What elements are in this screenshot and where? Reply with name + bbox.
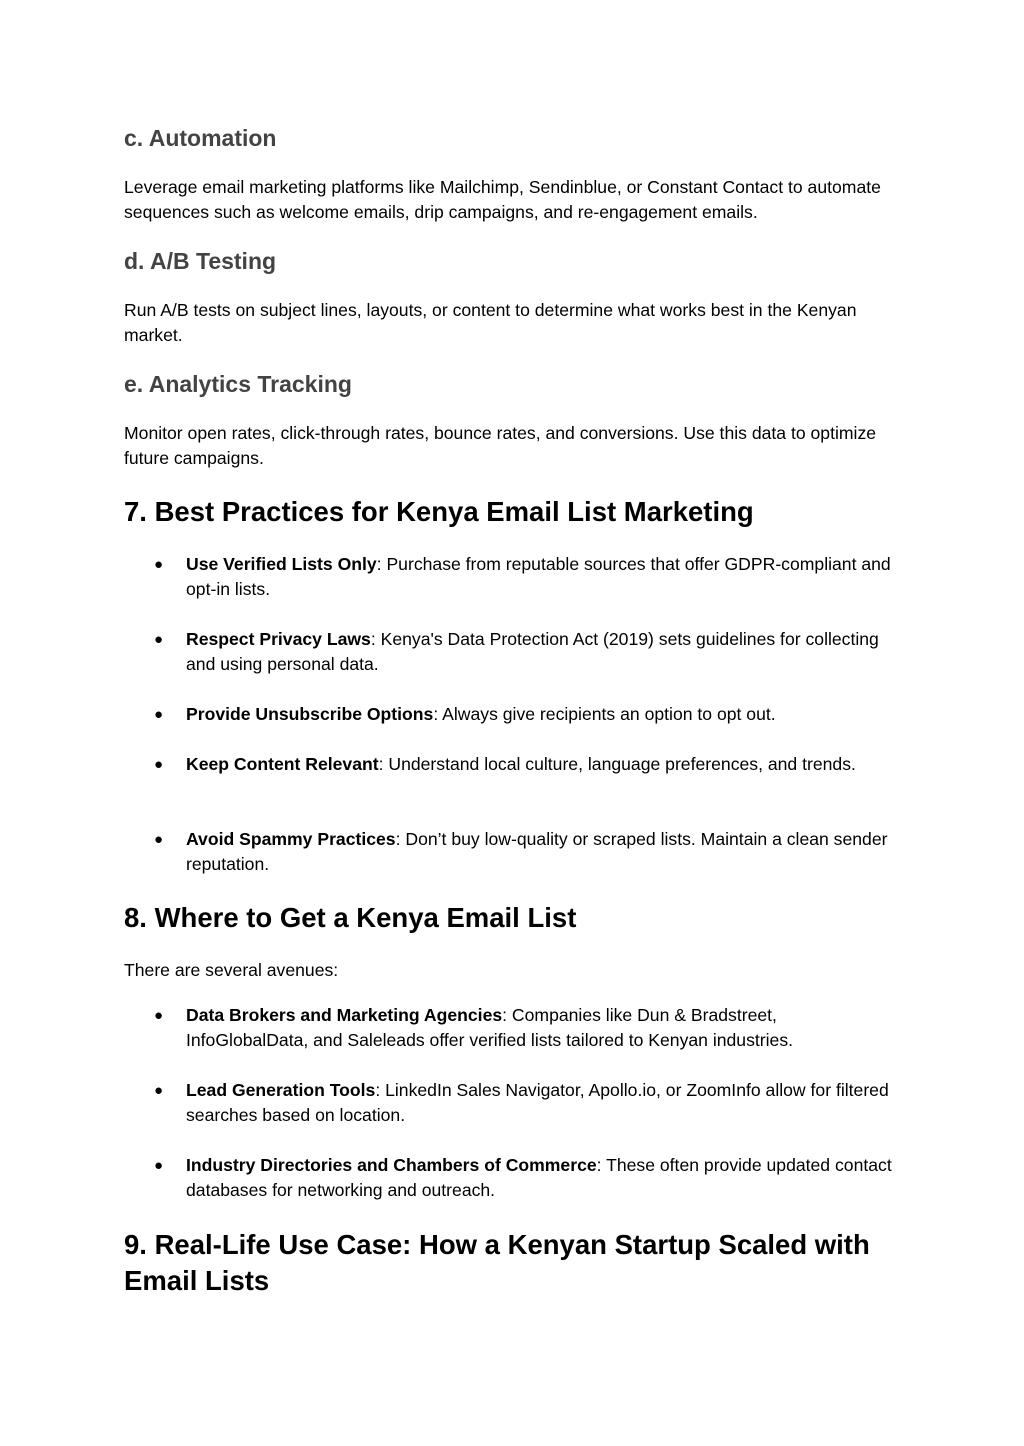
list-item-term: Industry Directories and Chambers of Commerce	[186, 1155, 597, 1175]
list-item-desc: : Companies like Dun & Bradstreet, InfoGlobalData, and Saleleads offer verified lists tailored to Kenyan industries.	[186, 1005, 794, 1050]
list-item-desc: : LinkedIn Sales Navigator, Apollo.io, or ZoomInfo allow for filtered searches based on location.	[186, 1080, 889, 1125]
heading-use-case: 9. Real-Life Use Case: How a Kenyan Startup Scaled with Email Lists	[124, 1229, 870, 1296]
heading-where-to-get: 8. Where to Get a Kenya Email List	[124, 902, 577, 933]
list-item-term: Lead Generation Tools	[186, 1080, 376, 1100]
paragraph-ab-testing: Run A/B tests on subject lines, layouts, or content to determine what works best in the Kenyan market.	[124, 300, 857, 345]
list-item-term: Avoid Spammy Practices	[186, 829, 396, 849]
bullet-icon: ●	[154, 706, 164, 723]
list-item-desc: : These often provide updated contact databases for networking and outreach.	[186, 1155, 892, 1200]
bullet-icon: ●	[154, 556, 164, 573]
list-item-desc: : Don’t buy low-quality or scraped lists. Maintain a clean sender reputation.	[186, 829, 888, 874]
paragraph-intro: There are several avenues:	[124, 960, 339, 980]
list-item-desc: : Kenya's Data Protection Act (2019) sets guidelines for collecting and using personal data.	[186, 629, 879, 674]
list-item-term: Data Brokers and Marketing Agencies	[186, 1005, 503, 1025]
paragraph-analytics: Monitor open rates, click-through rates, bounce rates, and conversions. Use this data to optimize future campaigns.	[124, 423, 877, 468]
list-item-desc: : Always give recipients an option to opt out.	[433, 704, 776, 724]
list-item-term: Provide Unsubscribe Options	[186, 704, 434, 724]
heading-best-practices: 7. Best Practices for Kenya Email List Marketing	[124, 496, 754, 527]
bullet-icon: ●	[154, 831, 164, 848]
list-item-desc: : Understand local culture, language preferences, and trends.	[378, 754, 856, 774]
bullet-icon: ●	[154, 1157, 164, 1174]
section-heading-analytics: e. Analytics Tracking	[124, 371, 352, 397]
list-item-term: Respect Privacy Laws	[186, 629, 371, 649]
paragraph-automation: Leverage email marketing platforms like Mailchimp, Sendinblue, or Constant Contact to automate sequences such as welcome emails, drip campaigns, and re-engagement emails.	[124, 177, 881, 222]
section-heading-automation: c. Automation	[124, 125, 277, 151]
bullet-icon: ●	[154, 1007, 164, 1024]
bullet-icon: ●	[154, 631, 164, 648]
section-heading-ab-testing: d. A/B Testing	[124, 248, 277, 274]
bullet-icon: ●	[154, 756, 164, 773]
list-item-term: Keep Content Relevant	[186, 754, 379, 774]
list-item-desc: : Purchase from reputable sources that offer GDPR-compliant and opt-in lists.	[186, 554, 891, 599]
bullet-icon: ●	[154, 1082, 164, 1099]
list-item-term: Use Verified Lists Only	[186, 554, 377, 574]
